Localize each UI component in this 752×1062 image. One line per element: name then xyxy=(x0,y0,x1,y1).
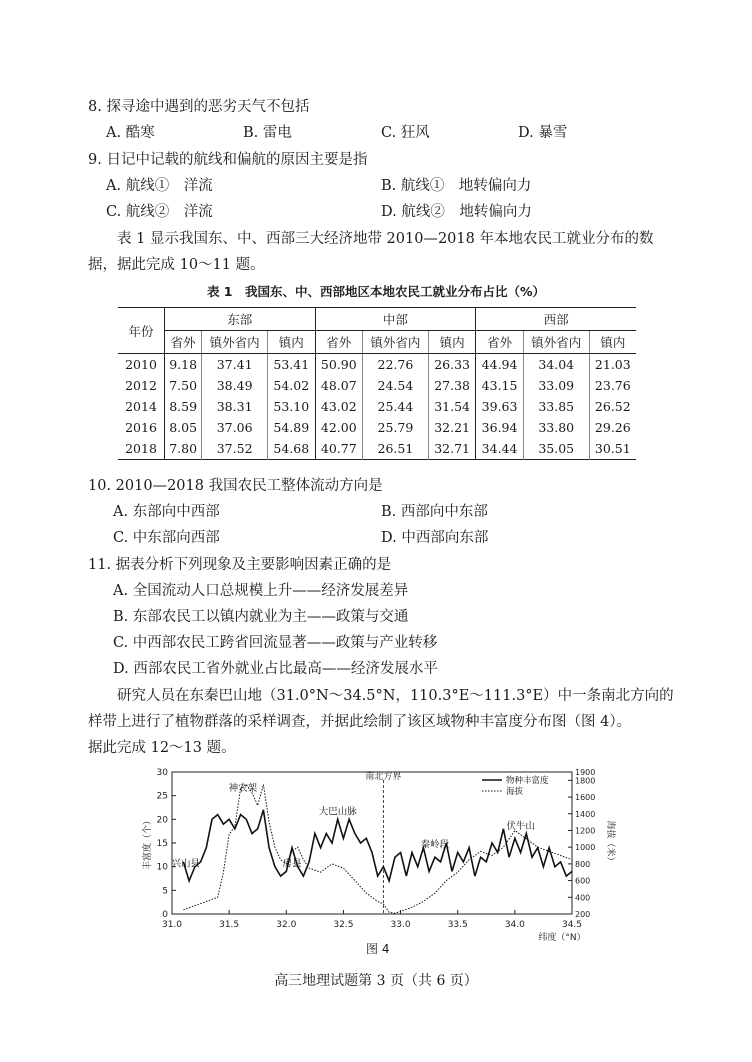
y-right-tick-label: 1900 xyxy=(575,768,596,777)
table-row xyxy=(118,375,636,396)
q9-option-d: D. 航线② 地转偏向力 xyxy=(381,204,532,220)
y-right-axis-label: 海拔（米） xyxy=(605,820,615,866)
table-caption: 表 1 我国东、中、西部地区本地农民工就业分布占比（%） xyxy=(206,284,546,299)
subheader: 镇外省内 xyxy=(523,331,589,354)
value-cell: 42.00 xyxy=(315,417,362,438)
q9-option-c: C. 航线② 洋流 xyxy=(106,204,213,220)
value-cell: 33.85 xyxy=(523,396,589,417)
value-cell: 54.89 xyxy=(268,417,315,438)
value-cell: 25.79 xyxy=(363,417,429,438)
table-row xyxy=(118,438,636,460)
region-annotation: 伏牛山 xyxy=(506,820,535,832)
value-cell: 53.10 xyxy=(268,396,315,417)
q9-option-a: A. 航线① 洋流 xyxy=(106,178,213,194)
q10-option-d: D. 中西部向东部 xyxy=(381,530,489,546)
region-annotation: 秦岭段 xyxy=(420,839,450,851)
region-header-central: 中部 xyxy=(315,308,476,331)
y-left-axis-label: 丰富度（个） xyxy=(143,815,153,871)
y-left-tick-label: 5 xyxy=(162,886,168,897)
value-cell: 37.52 xyxy=(202,438,268,460)
value-cell: 33.09 xyxy=(523,375,589,396)
q10-option-c: C. 中东部向西部 xyxy=(113,530,220,546)
value-cell: 38.49 xyxy=(202,375,268,396)
year-cell: 2010 xyxy=(125,357,157,372)
value-cell: 43.02 xyxy=(315,396,362,417)
value-cell: 36.94 xyxy=(476,417,523,438)
q8-option-d: D. 暴雪 xyxy=(518,125,568,141)
value-cell: 32.71 xyxy=(428,438,475,460)
intro1-line1: 表 1 显示我国东、中、西部三大经济地带 2010—2018 年本地农民工就业分布的数 xyxy=(117,231,654,247)
x-tick-label: 32.5 xyxy=(333,920,354,930)
q10-option-a: A. 东部向中西部 xyxy=(113,504,220,520)
intro2-line1: 研究人员在东秦巴山地（31.0°N～34.5°N，110.3°E～111.3°E）中一条南北方向的 xyxy=(117,688,674,704)
year-cell: 2016 xyxy=(125,420,157,435)
y-left-tick-label: 10 xyxy=(156,862,168,873)
value-cell: 24.54 xyxy=(363,375,429,396)
table-row xyxy=(118,354,636,376)
y-right-tick-label: 800 xyxy=(575,859,591,869)
region-annotation: 大巴山脉 xyxy=(318,806,357,818)
year-header: 年份 xyxy=(118,308,165,354)
table-row xyxy=(118,396,636,417)
x-tick-label: 34.0 xyxy=(504,920,525,930)
subheader: 省外 xyxy=(165,331,202,354)
q8-stem: 8. 探寻途中遇到的恶劣天气不包括 xyxy=(88,99,310,115)
value-cell: 26.52 xyxy=(589,396,636,417)
value-cell: 48.07 xyxy=(315,375,362,396)
value-cell: 38.31 xyxy=(202,396,268,417)
x-tick-label: 34.5 xyxy=(561,920,583,930)
value-cell: 37.41 xyxy=(202,354,268,376)
value-cell: 26.33 xyxy=(428,354,475,376)
subheader: 镇内 xyxy=(268,331,315,354)
value-cell: 54.02 xyxy=(268,375,315,396)
value-cell: 50.90 xyxy=(315,354,362,376)
q11-option-d: D. 西部农民工省外就业占比最高——经济发展水平 xyxy=(113,661,438,677)
value-cell: 32.21 xyxy=(428,417,475,438)
value-cell: 43.15 xyxy=(476,375,523,396)
legend-entry: 海拔 xyxy=(506,787,524,797)
y-right-tick-label: 1000 xyxy=(575,843,596,853)
q8-option-b: B. 雷电 xyxy=(243,125,292,141)
y-left-tick-label: 0 xyxy=(162,910,168,920)
data-table xyxy=(118,307,636,460)
x-tick-label: 33.0 xyxy=(390,920,411,930)
value-cell: 31.54 xyxy=(428,396,475,417)
x-axis-label: 纬度（°N） xyxy=(538,933,586,943)
value-cell: 37.06 xyxy=(202,417,268,438)
value-cell: 34.44 xyxy=(476,438,523,460)
subheader: 镇外省内 xyxy=(202,331,268,354)
subheader: 镇外省内 xyxy=(363,331,429,354)
y-left-tick-label: 30 xyxy=(156,768,168,778)
value-cell: 29.26 xyxy=(589,417,636,438)
value-cell: 35.05 xyxy=(523,438,589,460)
q10-option-b: B. 西部向中东部 xyxy=(381,504,488,520)
q8-option-c: C. 狂风 xyxy=(381,125,430,141)
value-cell: 21.03 xyxy=(589,354,636,376)
value-cell: 7.50 xyxy=(165,375,202,396)
species-richness-chart xyxy=(120,762,620,944)
region-header-east: 东部 xyxy=(165,308,316,331)
year-cell: 2018 xyxy=(125,441,157,456)
y-right-tick-label: 1200 xyxy=(575,826,596,836)
value-cell: 23.76 xyxy=(589,375,636,396)
value-cell: 33.80 xyxy=(523,417,589,438)
q9-stem: 9. 日记中记载的航线和偏航的原因主要是指 xyxy=(88,152,368,168)
y-right-tick-label: 200 xyxy=(575,910,591,919)
q11-option-c: C. 中西部农民工跨省回流显著——政策与产业转移 xyxy=(113,635,438,651)
value-cell: 34.04 xyxy=(523,354,589,376)
page-footer: 高三地理试题第 3 页（共 6 页） xyxy=(274,973,478,989)
y-right-tick-label: 1400 xyxy=(575,809,596,819)
y-right-tick-label: 1600 xyxy=(575,793,596,803)
q8-option-a: A. 酷寒 xyxy=(106,125,155,141)
y-left-tick-label: 15 xyxy=(156,839,168,849)
q10-stem: 10. 2010—2018 我国农民工整体流动方向是 xyxy=(88,478,383,494)
q11-stem: 11. 据表分析下列现象及主要影响因素正确的是 xyxy=(88,557,392,573)
intro2-line2: 样带上进行了植物群落的采样调查，并据此绘制了该区域物种丰富度分布图（图 4）。 xyxy=(88,714,632,730)
value-cell: 7.80 xyxy=(165,438,202,460)
table-row xyxy=(118,417,636,438)
year-cell: 2014 xyxy=(125,399,157,414)
y-right-tick-label: 400 xyxy=(575,893,591,903)
intro1-line2: 据，据此完成 10～11 题。 xyxy=(88,257,265,273)
y-left-tick-label: 20 xyxy=(156,815,168,826)
figure-caption: 图 4 xyxy=(366,942,390,956)
y-left-tick-label: 25 xyxy=(156,791,168,802)
subheader: 省外 xyxy=(476,331,523,354)
value-cell: 26.51 xyxy=(363,438,429,460)
value-cell: 30.51 xyxy=(589,438,636,460)
value-cell: 25.44 xyxy=(363,396,429,417)
y-right-tick-label: 1800 xyxy=(575,776,596,786)
x-tick-label: 33.5 xyxy=(447,920,468,930)
region-header-west: 西部 xyxy=(476,308,636,331)
value-cell: 8.05 xyxy=(165,417,202,438)
y-right-tick-label: 600 xyxy=(575,876,591,886)
value-cell: 22.76 xyxy=(363,354,429,376)
region-annotation: 兴山县 xyxy=(171,858,200,870)
q11-option-a: A. 全国流动人口总规模上升——经济发展差异 xyxy=(113,583,409,599)
subheader: 镇内 xyxy=(428,331,475,354)
legend-entry: 物种丰富度 xyxy=(506,776,549,786)
value-cell: 54.68 xyxy=(268,438,315,460)
region-annotation: 房县 xyxy=(282,858,302,870)
value-cell: 44.94 xyxy=(476,354,523,376)
subheader: 省外 xyxy=(315,331,362,354)
region-annotation: 神农架 xyxy=(228,782,258,794)
q11-option-b: B. 东部农民工以镇内就业为主——政策与交通 xyxy=(113,609,409,625)
intro2-line3: 据此完成 12～13 题。 xyxy=(88,740,236,756)
value-cell: 8.59 xyxy=(165,396,202,417)
subheader: 镇内 xyxy=(589,331,636,354)
x-tick-label: 31.0 xyxy=(161,920,183,930)
x-tick-label: 32.0 xyxy=(276,920,297,930)
value-cell: 9.18 xyxy=(165,354,202,376)
elevation-line xyxy=(183,785,572,914)
value-cell: 53.41 xyxy=(268,354,315,376)
value-cell: 39.63 xyxy=(476,396,523,417)
value-cell: 40.77 xyxy=(315,438,362,460)
year-cell: 2012 xyxy=(125,378,157,393)
x-tick-label: 31.5 xyxy=(219,920,240,930)
q9-option-b: B. 航线① 地转偏向力 xyxy=(381,178,532,194)
divider-label: 南北方界 xyxy=(365,772,402,782)
value-cell: 27.38 xyxy=(428,375,475,396)
